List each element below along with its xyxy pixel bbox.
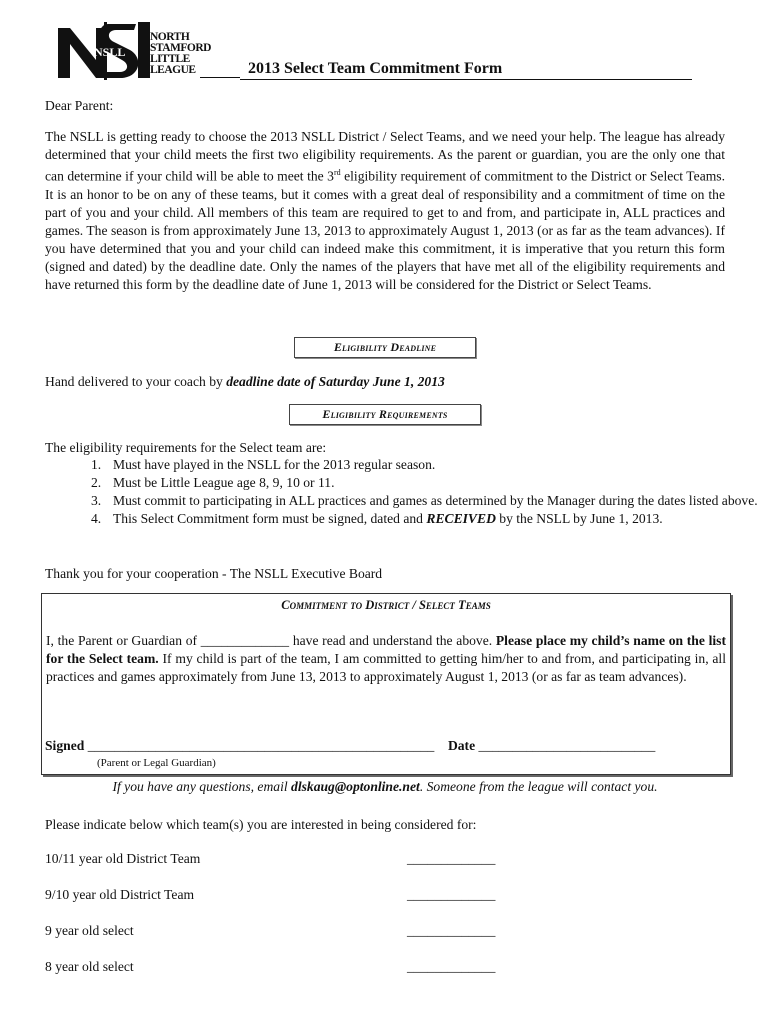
date-label: Date [447, 738, 476, 753]
team-label: 9 year old select [45, 923, 134, 938]
logo-line-north: NORTH [150, 31, 190, 43]
signed-label: Signed [45, 738, 85, 753]
logo-line-stamford: STAMFORD [150, 42, 211, 54]
thanks-line: Thank you for your cooperation - The NSLL Executive Board [45, 566, 383, 581]
intro-paragraph [45, 128, 725, 294]
signature-field[interactable]: ___________________________________________________ [87, 738, 435, 753]
logo-line-little: LITTLE [150, 53, 190, 65]
signature-caption: (Parent or Legal Guardian) [97, 757, 216, 769]
contact-suffix: . Someone from the league will contact you. [419, 779, 658, 794]
intro-text: The NSLL is getting ready to choose the 2013 NSLL District / Select Teams, and we need your help. The league has already determined that your child meets the first two eligibility requirements. As the parent or guardian, you are the only one that can determine if your child will be able to meet the 3 [45, 129, 725, 184]
team-label: 10/11 year old District Team [45, 851, 201, 866]
requirement-item [91, 456, 770, 474]
requirements-intro: The eligibility requirements for the Select team are: [45, 440, 327, 455]
requirement-number: 2. [91, 475, 102, 490]
contact-email-link[interactable]: dlskaug@optonline.net [291, 779, 420, 794]
commitment-statement [46, 632, 726, 686]
commitment-title: Commitment to District / Select Teams [281, 598, 491, 612]
team-label: 8 year old select [45, 959, 134, 974]
logo-letters: NSLL [94, 45, 126, 59]
teams-intro: Please indicate below which team(s) you are interested in being considered for: [45, 817, 477, 832]
form-title [240, 60, 692, 80]
team-choice-field[interactable]: _____________ [407, 959, 496, 974]
deadline-text [45, 373, 725, 391]
received-emphasis: RECEIVED [426, 511, 496, 526]
team-label: 9/10 year old District Team [45, 887, 195, 902]
form-title-text: 2013 Select Team Commitment Form [248, 60, 503, 77]
signature-row [45, 738, 655, 754]
greeting: Dear Parent: [45, 98, 114, 113]
logo-line-league: LEAGUE [150, 64, 196, 76]
team-choice-field[interactable]: _____________ [407, 851, 496, 866]
requirement-number: 3. [91, 493, 102, 508]
deadline-prefix: Hand delivered to your coach by [45, 374, 227, 389]
requirement-item [91, 510, 770, 528]
requirement-text: Must commit to participating in ALL practices and games as determined by the Manager during the dates listed above. [113, 493, 758, 508]
logo-wordmark [150, 32, 211, 76]
commitment-text-a: I, the Parent or Guardian of _____________ have read and understand the above. [46, 633, 496, 648]
requirement-text: This Select Commitment form must be signed, dated and [113, 511, 427, 526]
team-choice-field[interactable]: _____________ [407, 923, 496, 938]
team-choice-field[interactable]: _____________ [407, 887, 496, 902]
requirement-text-after: by the NSLL by June 1, 2013. [495, 511, 663, 526]
requirement-text: Must have played in the NSLL for the 2013 regular season. [113, 457, 436, 472]
requirement-number: 1. [91, 457, 102, 472]
requirements-list [45, 456, 770, 528]
intro-text-rest: eligibility requirement of commitment to the District or Select Teams. It is an honor to be on any of these teams, but it comes with a great deal of responsibility and a commitment of time on the part of you and your child. All members of this team are required to get to and from, and participate in, ALL practices and games. The season is from approximately June 13, 2013 to approximately August 1, 2013 (or as far as the team advances). If you have determined that you and your child can indeed make this commitment, it is imperative that you return this form (signed and dated) by the deadline date. Only the names of the players that have met all of the eligibility requirements and have returned this form by the deadline date of June 1, 2013 will be considered for the District or Select Teams. [45, 168, 725, 292]
commitment-text-b: If my child is part of the team, I am committed to getting him/her to and from, and participating in, all practices and games approximately from June 13, 2013 to approximately August 1, 2013 (or as far as team advances). [46, 651, 726, 684]
requirement-item [91, 474, 770, 492]
requirement-text: Must be Little League age 8, 9, 10 or 11. [113, 475, 335, 490]
requirement-number: 4. [91, 511, 102, 526]
contact-prefix: If you have any questions, email [112, 779, 292, 794]
deadline-heading: Eligibility Deadline [294, 337, 476, 358]
intro-superscript: rd [333, 168, 341, 177]
deadline-date: deadline date of Saturday June 1, 2013 [226, 374, 445, 389]
requirements-heading: Eligibility Requirements [289, 404, 481, 425]
contact-line [0, 779, 770, 795]
requirement-item [91, 492, 770, 510]
title-lead-rule [200, 77, 240, 78]
date-field[interactable]: __________________________ [478, 738, 656, 753]
commitment-text-bold: Please place my child’s name on the list for the Select team. [46, 633, 726, 666]
